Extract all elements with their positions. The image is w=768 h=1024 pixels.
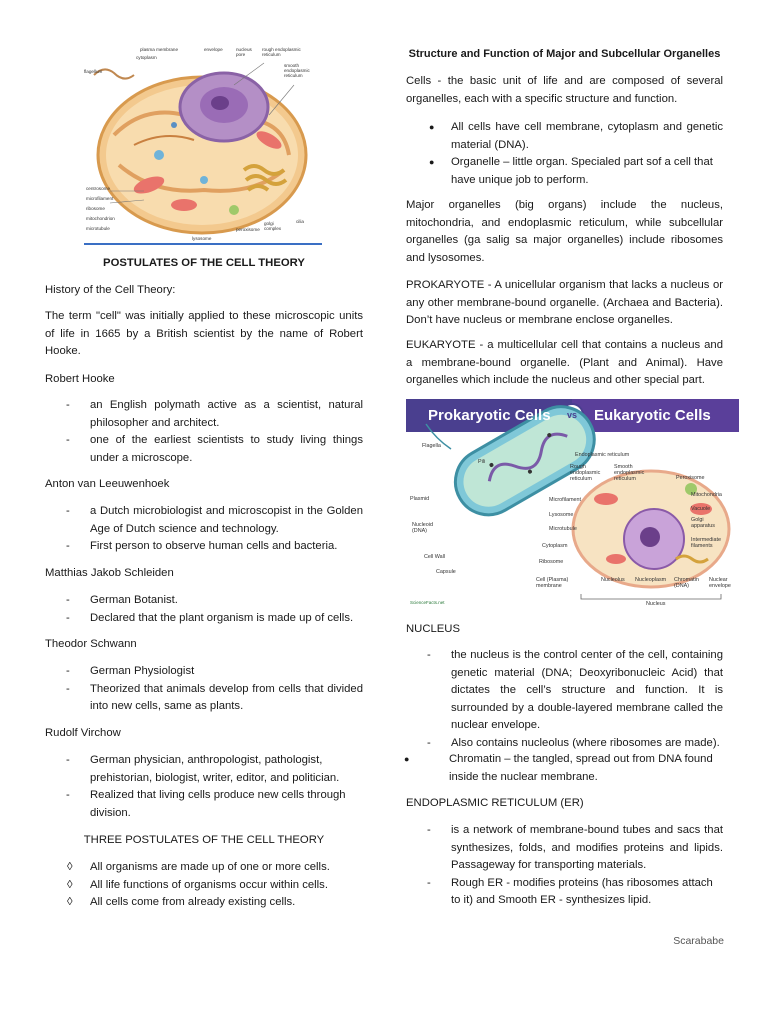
- list-item: - German Botanist.: [66, 594, 178, 606]
- prok-vs-euk-figure: [406, 399, 739, 608]
- svg-text:reticulum: reticulum: [262, 52, 281, 57]
- eukaryote-paragraph: EUKARYOTE - a multicellular cell that contains a nucleus and a membrane-bound organelle. (Plant and Animal). Have organelles which include the nucleus and other special part.: [406, 339, 723, 386]
- scientist-points: [45, 503, 363, 556]
- list-item: - is a network of membrane-bound tubes and sacs that synthesizes, folds, and modifies proteins and lipids. Passageway for transporting materials.: [427, 824, 723, 871]
- footer-author: Scarababe: [673, 935, 724, 947]
- scientist-name: Matthias Jakob Schleiden: [45, 567, 174, 579]
- eukaryotic-title: Eukaryotic Cells: [594, 407, 711, 424]
- svg-text:reticulum: reticulum: [284, 73, 303, 78]
- scientist-points: [45, 663, 363, 716]
- svg-text:endoplasmic: endoplasmic: [284, 68, 310, 73]
- list-item: - Declared that the plant organism is made up of cells.: [66, 611, 354, 624]
- scientist-points: [45, 592, 363, 627]
- list-item: ● Chromatin – the tangled, spread out from DNA found inside the nuclear membrane.: [404, 753, 713, 783]
- scientist-name: Anton van Leeuwenhoek: [45, 478, 170, 490]
- list-item: - Theorized that animals develop from cells that divided into new cells, same as plants.: [66, 682, 363, 712]
- svg-text:microtubule: microtubule: [86, 226, 110, 231]
- list-item: - a Dutch microbiologist and microscopist in the Golden Age of Dutch science and technology.: [66, 505, 363, 535]
- section-title: Structure and Function of Major and Subcellular Organelles: [408, 48, 721, 60]
- postulates-list: [45, 859, 363, 912]
- svg-text:cilia: cilia: [296, 219, 304, 224]
- er-points: [406, 822, 723, 910]
- postulates-heading: POSTULATES OF THE CELL THEORY: [103, 257, 305, 269]
- scientist-name: Robert Hooke: [45, 373, 115, 385]
- list-item: - German Physiologist: [66, 665, 195, 677]
- svg-text:centrosome: centrosome: [86, 186, 111, 191]
- list-item: - Rough ER - modifies proteins (has ribosomes attach to it) and Smooth ER - synthesizes lipid.: [427, 876, 713, 906]
- animal-cell-figure: [84, 45, 322, 245]
- nucleus-heading: NUCLEUS: [406, 623, 460, 635]
- svg-text:plasma membrane: plasma membrane: [140, 47, 179, 52]
- chromatin-bullet: [406, 751, 723, 786]
- list-item: - Realized that living cells produce new cells through division.: [66, 789, 346, 819]
- cells-bullets: [406, 119, 723, 189]
- list-item: - Also contains nucleolus (where ribosomes are made).: [427, 736, 720, 749]
- svg-text:microfilament: microfilament: [86, 196, 114, 201]
- svg-text:rough endoplasmic: rough endoplasmic: [262, 47, 301, 52]
- intro-paragraph: The term "cell" was initially applied to these microscopic units of life in 1665 by a British scientist by the name of Robert Hooke.: [45, 310, 363, 357]
- scientist-name: Theodor Schwann: [45, 638, 137, 650]
- svg-text:peroxisome: peroxisome: [236, 227, 260, 232]
- svg-text:flagellum: flagellum: [84, 69, 103, 74]
- list-item: ◊ All life functions of organisms occur within cells.: [67, 878, 328, 891]
- svg-text:nucleus: nucleus: [236, 47, 252, 52]
- prokaryote-paragraph: PROKARYOTE - A unicellular organism that lacks a nucleus or any other membrane-bound organelle. (Archaea and Bacteria). Don’t have nucleus or membrane enclose organelles.: [406, 279, 723, 326]
- svg-text:smooth: smooth: [284, 63, 300, 68]
- list-item: ● Organelle – little organ. Specialed part sof a cell that have unique job to perform.: [429, 156, 713, 186]
- svg-text:envelope: envelope: [204, 47, 223, 52]
- scientist-points: [45, 397, 363, 467]
- scientist-name: Rudolf Virchow: [45, 727, 121, 739]
- figure-labels: Flagella Pili Plasmid Nucleoid (DNA) Cell Wall Capsule Ribosome Cell (Plasma) membrane Cytoplasm Endoplasmic reticulum Rough endoplasmic reticulum Smooth endoplasmic reticulum Peroxisome Mitochondria Vacuole Golgi apparatus Intermediate filaments Microfilament Lysosome Microtubule Nucleolus Nucleoplasm Chromatin (DNA) Nuclear envelope Nucleus ScienceFacts.net: [410, 443, 731, 607]
- animal-cell-illustration: [84, 45, 322, 243]
- prokaryotic-title: Prokaryotic Cells: [428, 407, 551, 424]
- brand-logo: ScienceFacts.net: [410, 600, 445, 605]
- list-item: ● All cells have cell membrane, cytoplasm and genetic material (DNA).: [429, 121, 723, 151]
- list-item: ◊ All organisms are made up of one or more cells.: [67, 861, 330, 873]
- list-item: ◊ All cells come from already existing cells.: [67, 896, 296, 908]
- svg-text:mitochondrion: mitochondrion: [86, 216, 115, 221]
- svg-text:pore: pore: [236, 52, 246, 57]
- cells-intro: Cells - the basic unit of life and are composed of several organelles, each with a specific structure and function.: [406, 75, 723, 105]
- svg-text:complex: complex: [264, 226, 282, 231]
- svg-text:cytoplasm: cytoplasm: [136, 55, 157, 60]
- scientist-points: [45, 752, 363, 822]
- list-item: - an English polymath active as a scientist, natural philosopher and architect.: [66, 399, 363, 429]
- list-item: - German physician, anthropologist, pathologist, prehistorian, biologist, writer, editor, and politician.: [66, 754, 340, 784]
- svg-text:golgi: golgi: [264, 221, 274, 226]
- vs-badge: vs: [566, 410, 577, 420]
- er-heading: ENDOPLASMIC RETICULUM (ER): [406, 797, 584, 809]
- history-heading: History of the Cell Theory:: [45, 284, 176, 296]
- three-postulates-heading: THREE POSTULATES OF THE CELL THEORY: [83, 834, 325, 846]
- svg-text:lysosome: lysosome: [192, 236, 212, 241]
- list-item: - First person to observe human cells and bacteria.: [66, 540, 338, 552]
- svg-text:ribosome: ribosome: [86, 206, 105, 211]
- list-item: - the nucleus is the control center of the cell, containing genetic material (DNA; Deoxyribonucleic Acid) that dictates the cell’s structure and function. It is surrounded by a double-layered membrane called the nuclear envelope.: [427, 649, 723, 731]
- list-item: - one of the earliest scientists to study living things under a microscope.: [66, 434, 363, 464]
- major-organelles-paragraph: Major organelles (big organs) include the nucleus, mitochondria, and endoplasmic reticulum, while subcellular organelles (ga salig sa major organelles) include ribosomes and lysosomes.: [406, 199, 723, 264]
- nucleus-points: [406, 647, 723, 752]
